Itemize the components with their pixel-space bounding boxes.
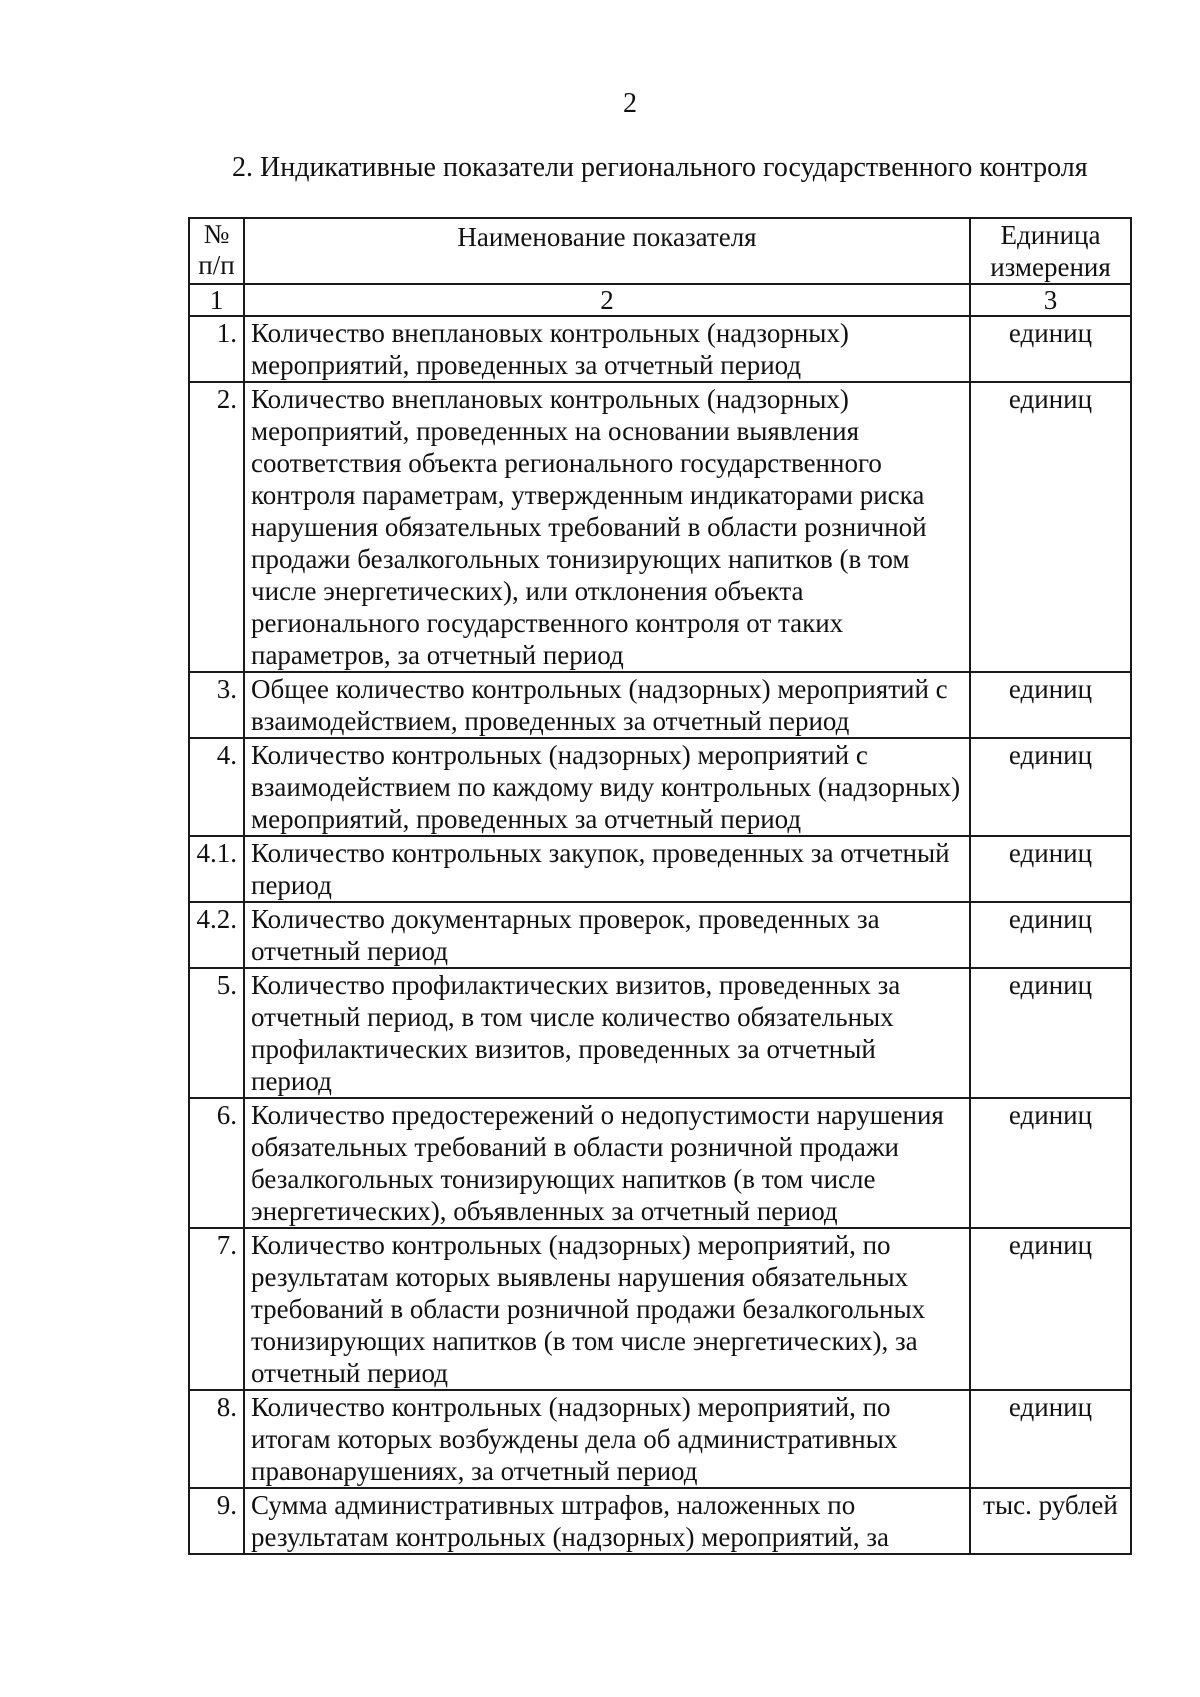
row-indicator-name: Количество контрольных (надзорных) мероприятий, по итогам которых возбуждены дела об административных правонарушениях, за отчетный период [244, 1390, 970, 1488]
table-row [189, 672, 1131, 738]
row-indicator-name: Количество предостережений о недопустимости нарушения обязательных требований в области розничной продажи безалкогольных тонизирующих напитков (в том числе энергетических), объявленных за отчетный период [244, 1098, 970, 1228]
column-index-1: 1 [189, 284, 244, 316]
header-name: Наименование показателя [244, 218, 970, 284]
table-body [189, 316, 1131, 1554]
page-number: 2 [623, 88, 637, 119]
table-row [189, 1228, 1131, 1390]
section-title: 2. Индикативные показатели регионального государственного контроля [232, 152, 1088, 183]
table-row [189, 1390, 1131, 1488]
header-num: № п/п [189, 218, 244, 284]
header-unit: Единица измерения [970, 218, 1131, 284]
row-number: 6. [189, 1098, 244, 1228]
row-indicator-name: Количество документарных проверок, проведенных за отчетный период [244, 902, 970, 968]
table-row [189, 382, 1131, 672]
row-unit: единиц [970, 1098, 1131, 1228]
table-header-row [189, 218, 1131, 284]
row-indicator-name: Количество внеплановых контрольных (надзорных) мероприятий, проведенных за отчетный период [244, 316, 970, 382]
row-indicator-name: Общее количество контрольных (надзорных) мероприятий с взаимодействием, проведенных за отчетный период [244, 672, 970, 738]
table-row [189, 1098, 1131, 1228]
row-unit: единиц [970, 316, 1131, 382]
row-number: 5. [189, 968, 244, 1098]
row-number: 2. [189, 382, 244, 672]
row-indicator-name: Количество контрольных (надзорных) мероприятий с взаимодействием по каждому виду контрольных (надзорных) мероприятий, проведенных за отчетный период [244, 738, 970, 836]
row-number: 8. [189, 1390, 244, 1488]
column-index-row [189, 284, 1131, 316]
row-unit: единиц [970, 672, 1131, 738]
row-indicator-name: Количество контрольных (надзорных) мероприятий, по результатам которых выявлены нарушения обязательных требований в области розничной продажи безалкогольных тонизирующих напитков (в том числе энергетических), за отчетный период [244, 1228, 970, 1390]
row-number: 9. [189, 1488, 244, 1554]
row-unit: единиц [970, 836, 1131, 902]
row-indicator-name: Количество внеплановых контрольных (надзорных) мероприятий, проведенных на основании выявления соответствия объекта регионального государственного контроля параметрам, утвержденным индикаторами риска нарушения обязательных требований в области розничной продажи безалкогольных тонизирующих напитков (в том числе энергетических), или отклонения объекта регионального государственного контроля от таких параметров, за отчетный период [244, 382, 970, 672]
row-unit: единиц [970, 382, 1131, 672]
row-unit: единиц [970, 968, 1131, 1098]
row-number: 4. [189, 738, 244, 836]
row-indicator-name: Сумма административных штрафов, наложенных по результатам контрольных (надзорных) мероприятий, за [244, 1488, 970, 1554]
column-index-3: 3 [970, 284, 1131, 316]
table-row [189, 836, 1131, 902]
row-indicator-name: Количество профилактических визитов, проведенных за отчетный период, в том числе количество обязательных профилактических визитов, проведенных за отчетный период [244, 968, 970, 1098]
table-row [189, 316, 1131, 382]
row-number: 1. [189, 316, 244, 382]
column-index-2: 2 [244, 284, 970, 316]
row-unit: тыс. рублей [970, 1488, 1131, 1554]
table-row [189, 968, 1131, 1098]
table-row [189, 1488, 1131, 1554]
row-number: 7. [189, 1228, 244, 1390]
row-number: 4.1. [189, 836, 244, 902]
row-unit: единиц [970, 1390, 1131, 1488]
row-unit: единиц [970, 902, 1131, 968]
row-number: 4.2. [189, 902, 244, 968]
row-indicator-name: Количество контрольных закупок, проведенных за отчетный период [244, 836, 970, 902]
row-unit: единиц [970, 1228, 1131, 1390]
row-unit: единиц [970, 738, 1131, 836]
row-number: 3. [189, 672, 244, 738]
table-row [189, 738, 1131, 836]
table-row [189, 902, 1131, 968]
indicators-table [188, 217, 1132, 1555]
